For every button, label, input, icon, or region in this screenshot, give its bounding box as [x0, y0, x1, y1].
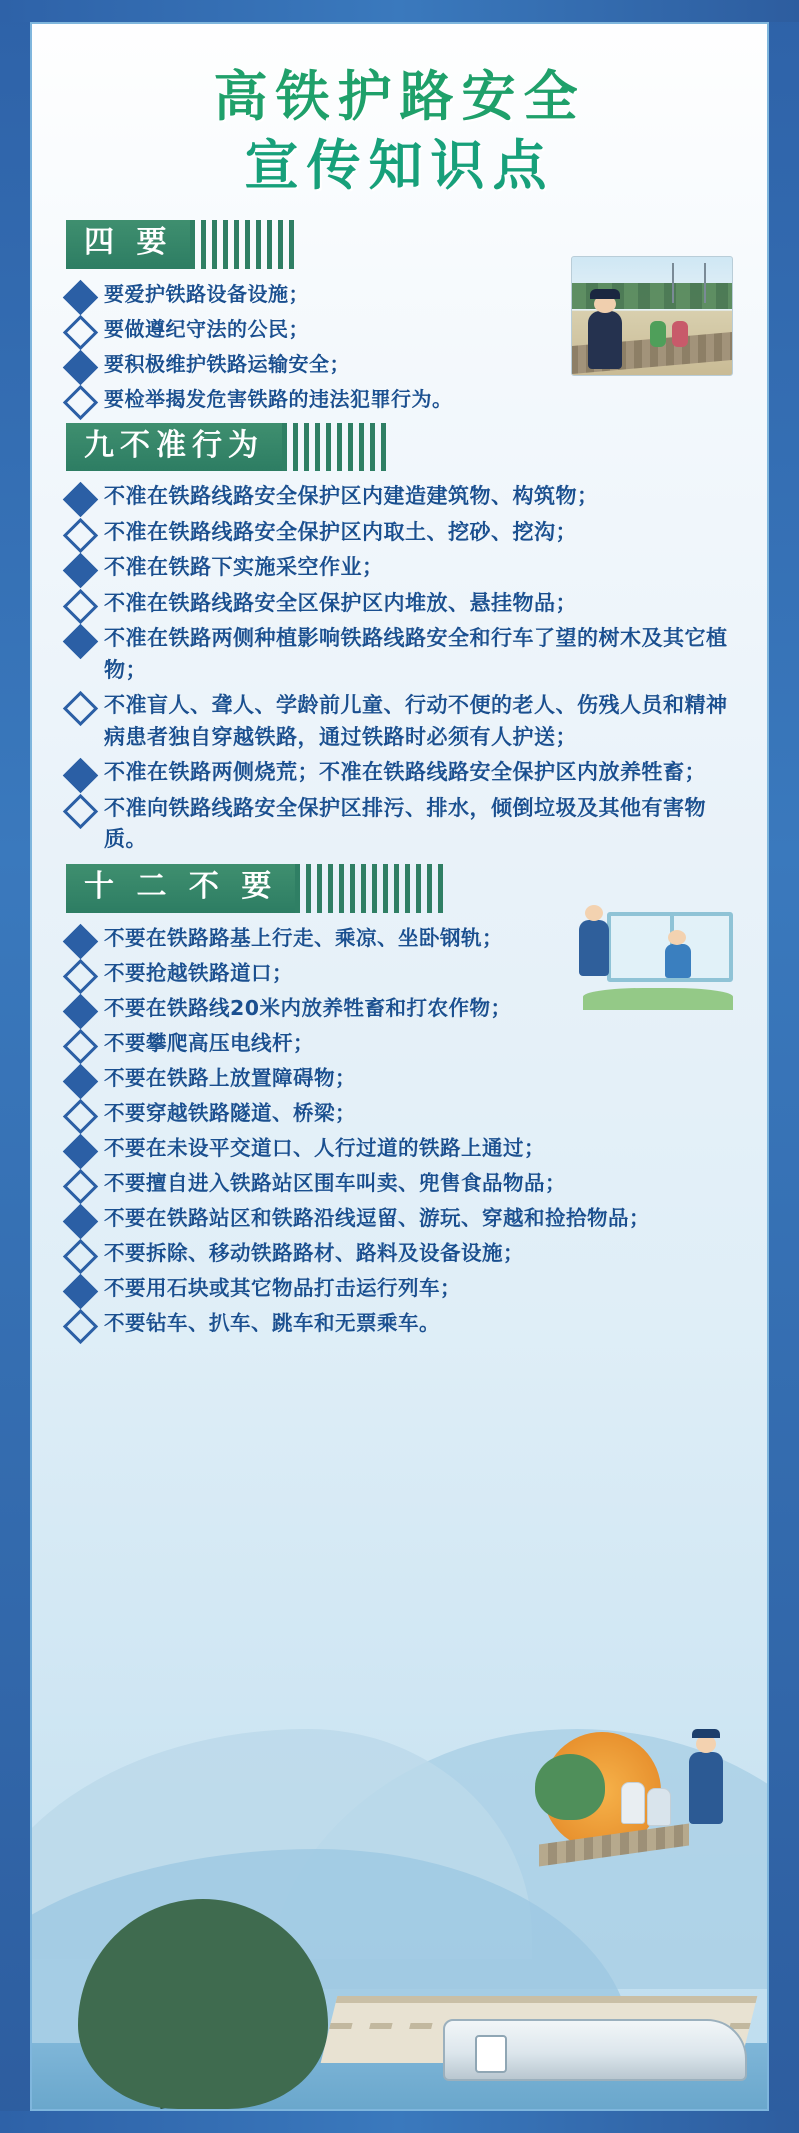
diamond-bullet-icon [63, 589, 98, 624]
list-item [66, 690, 733, 753]
list-item-text: 不要在铁路站区和铁路沿线逗留、游玩、穿越和捡拾物品； [104, 1205, 650, 1230]
poster-title-line-1: 高铁护路安全 [213, 65, 586, 128]
diamond-bullet-icon [63, 1308, 98, 1343]
diamond-bullet-icon [63, 624, 98, 659]
illustration-officer [579, 920, 609, 976]
diamond-bullet-icon [63, 315, 98, 350]
list-item [66, 1203, 733, 1234]
frame-bottom-border [0, 2111, 799, 2133]
diamond-bullet-icon [63, 794, 98, 829]
frame-top-border [0, 0, 799, 22]
list-jiu-bu-zhun [66, 481, 733, 856]
diamond-bullet-icon [63, 482, 98, 517]
illustration-worker [665, 944, 691, 978]
section-heading-jiu-bu-zhun: 九不准行为 [66, 423, 282, 472]
list-item [66, 1168, 733, 1199]
illustration-officer-fence-worker [573, 904, 733, 1014]
list-item-text: 要爱护铁路设备设施； [104, 281, 309, 306]
list-item-text: 不要抢越铁路道口； [104, 960, 293, 985]
diamond-bullet-icon [63, 691, 98, 726]
list-item-text: 不要在未设平交道口、人行过道的铁路上通过； [104, 1135, 545, 1160]
poster-header [32, 24, 767, 200]
illustration-catenary-pole [704, 263, 706, 303]
heading-stripe-decoration [282, 423, 392, 472]
list-item-text: 不要在铁路线20米内放养牲畜和打农作物； [104, 995, 512, 1020]
illustration-bush [535, 1754, 605, 1820]
list-item-text: 不要擅自进入铁路站区围车叫卖、兜售食品物品； [104, 1170, 566, 1195]
list-item [66, 1028, 733, 1059]
list-item [66, 384, 733, 415]
diamond-bullet-icon [63, 553, 98, 588]
diamond-bullet-icon [63, 1273, 98, 1308]
diamond-bullet-icon [63, 1133, 98, 1168]
list-item-text: 不准在铁路线路安全区保护区内堆放、悬挂物品； [104, 590, 577, 615]
list-item [66, 481, 733, 513]
heading-stripe-decoration [295, 864, 445, 913]
section-jiu-bu-zhun [66, 423, 733, 856]
list-item-text: 不准向铁路线路安全保护区排污、排水，倾倒垃圾及其他有害物质。 [104, 795, 706, 852]
list-item-text: 不要用石块或其它物品打击运行列车； [104, 1275, 461, 1300]
list-item [66, 1063, 733, 1094]
list-item [66, 552, 733, 584]
diamond-bullet-icon [63, 758, 98, 793]
diamond-bullet-icon [63, 1203, 98, 1238]
diamond-bullet-icon [63, 993, 98, 1028]
illustration-catenary-pole [672, 263, 674, 303]
illustration-railway-guard [588, 311, 622, 369]
background-train [443, 2019, 747, 2081]
illustration-person [621, 1782, 645, 1824]
frame-right-border [769, 0, 799, 2133]
section-heading-si-yao: 四 要 [66, 220, 190, 269]
section-heading-shi-er-bu-yao: 十 二 不 要 [66, 864, 295, 913]
list-item-text: 要积极维护铁路运输安全； [104, 351, 350, 376]
list-item [66, 1273, 733, 1304]
poster-canvas [32, 24, 767, 2109]
list-item [66, 793, 733, 856]
list-item [66, 517, 733, 549]
section-heading-row [66, 423, 733, 472]
list-item-text: 要做遵纪守法的公民； [104, 316, 309, 341]
list-item [66, 623, 733, 686]
diamond-bullet-icon [63, 923, 98, 958]
illustration-railway-guard-children [571, 256, 733, 376]
illustration-grass [583, 988, 733, 1010]
list-item [66, 1238, 733, 1269]
diamond-bullet-icon [63, 1168, 98, 1203]
list-item-text: 不准在铁路下实施采空作业； [104, 555, 384, 580]
list-item [66, 1098, 733, 1129]
illustration-sunset-patrol [529, 1724, 739, 1874]
diamond-bullet-icon [63, 1238, 98, 1273]
list-item [66, 1308, 733, 1339]
diamond-bullet-icon [63, 1063, 98, 1098]
poster-title-line-2: 宣传知识点 [244, 134, 555, 198]
list-item [66, 757, 733, 789]
illustration-police-officer [689, 1752, 723, 1824]
diamond-bullet-icon [63, 350, 98, 385]
diamond-bullet-icon [63, 1028, 98, 1063]
train-window [475, 2035, 507, 2073]
list-item-text: 不准在铁路两侧烧荒；不准在铁路线路安全保护区内放养牲畜； [104, 760, 706, 785]
illustration-child [650, 321, 666, 347]
diamond-bullet-icon [63, 280, 98, 315]
diamond-bullet-icon [63, 958, 98, 993]
list-item-text: 不准在铁路线路安全保护区内取土、挖砂、挖沟； [104, 519, 577, 544]
frame-left-border [0, 0, 30, 2133]
illustration-child [672, 321, 688, 347]
list-item-text: 不准在铁路线路安全保护区内建造建筑物、构筑物； [104, 484, 599, 509]
list-item-text: 不要钻车、扒车、跳车和无票乘车。 [104, 1310, 440, 1335]
list-item-text: 不准在铁路两侧种植影响铁路线路安全和行车了望的树木及其它植物； [104, 626, 728, 682]
list-item-text: 不要在铁路路基上行走、乘凉、坐卧钢轨； [104, 925, 503, 950]
list-item-text: 要检举揭发危害铁路的违法犯罪行为。 [104, 386, 453, 411]
list-item-text: 不要攀爬高压电线杆； [104, 1030, 314, 1055]
diamond-bullet-icon [63, 385, 98, 420]
list-item-text: 不准盲人、聋人、学龄前儿童、行动不便的老人、伤残人员和精神病患者独自穿越铁路，通过铁路时必须有人护送； [104, 693, 728, 749]
diamond-bullet-icon [63, 518, 98, 553]
heading-stripe-decoration [190, 220, 300, 269]
list-item-text: 不要拆除、移动铁路路材、路料及设备设施； [104, 1240, 524, 1265]
list-item-text: 不要在铁路上放置障碍物； [104, 1065, 356, 1090]
diamond-bullet-icon [63, 1098, 98, 1133]
list-item [66, 588, 733, 620]
list-item [66, 1133, 733, 1164]
list-item-text: 不要穿越铁路隧道、桥梁； [104, 1100, 356, 1125]
illustration-person [647, 1788, 671, 1826]
